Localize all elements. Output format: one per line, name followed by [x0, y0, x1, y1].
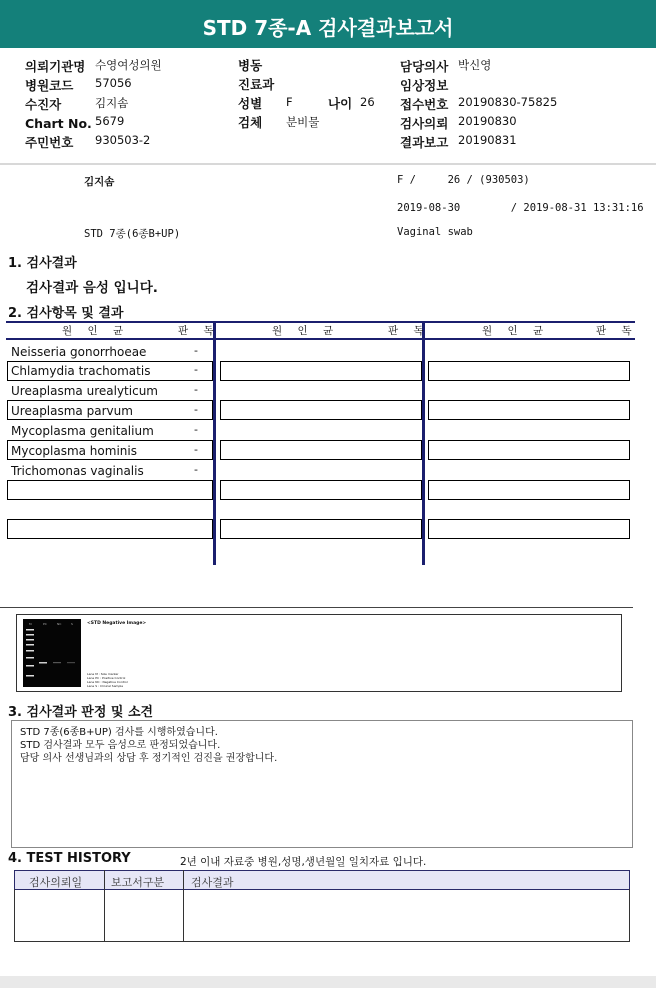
resident-no-value: 930503-2: [95, 133, 151, 147]
patient-label: 수진자: [25, 97, 62, 112]
section3-title: 3. 검사결과 판정 및 소견: [8, 705, 154, 720]
gel-legend-item: Lane S : Clinical Sample: [87, 684, 124, 688]
header-row-patient: [25, 94, 230, 113]
history-header-row: [14, 870, 630, 890]
organism-name: Neisseria gonorrhoeae: [11, 345, 147, 359]
report-date-value: 20190831: [458, 133, 517, 147]
sex-value: F: [286, 95, 293, 109]
clinical-info-label: 임상정보: [400, 78, 449, 93]
row-box: [428, 519, 630, 539]
table-col-divider-1: [213, 321, 216, 565]
row-box: [220, 440, 422, 460]
ward-label: 병동: [238, 58, 263, 73]
report-title: STD 7종-A 검사결과보고서: [0, 0, 656, 48]
row-box: [428, 361, 630, 381]
organism-name: Chlamydia trachomatis: [11, 364, 151, 378]
organism-result: -: [194, 443, 198, 456]
resident-no-label: 주민번호: [25, 135, 74, 150]
age-value: 26: [360, 95, 375, 109]
hospital-code-value: 57056: [95, 76, 132, 90]
gel-lane-label: PC: [43, 622, 47, 626]
opinion-line: 담당 의사 선생님과의 상담 후 정기적인 검진을 권장합니다.: [20, 753, 278, 764]
patient-dates: 2019-08-30 / 2019-08-31 13:31:16: [397, 202, 644, 214]
organism-name: Mycoplasma hominis: [11, 444, 137, 458]
col-organism-header-1: 원 인 균: [62, 325, 130, 337]
organism-result: -: [194, 363, 198, 376]
institution-value: 수영여성의원: [95, 58, 162, 72]
patient-value: 김지솜: [95, 96, 129, 110]
row-box: [220, 480, 422, 500]
opinion-box: [11, 720, 633, 848]
header-col-1: [25, 56, 230, 151]
history-col-request-date: 검사의뢰일: [29, 876, 83, 889]
image-divider: [0, 607, 633, 608]
chart-no-value: 5679: [95, 114, 125, 128]
specimen-value: 분비물: [286, 115, 320, 129]
row-box: [220, 361, 422, 381]
header-row-clinical-info: [400, 75, 630, 94]
header-divider: [0, 163, 656, 165]
history-col-divider: [104, 870, 105, 942]
organism-name: Mycoplasma genitalium: [11, 424, 154, 438]
organism-name: Ureaplasma urealyticum: [11, 384, 158, 398]
opinion-line: STD 검사결과 모두 음성으로 판정되었습니다.: [20, 740, 221, 751]
section1-result: 검사결과 음성 입니다.: [26, 280, 158, 296]
institution-label: 의뢰기관명: [25, 59, 86, 74]
report-date-label: 결과보고: [400, 135, 449, 150]
header-col-2: [238, 56, 388, 151]
gel-legend: [87, 672, 128, 688]
table-header-rule: [6, 338, 635, 340]
organism-result: -: [194, 423, 198, 436]
patient-test-name: STD 7종(6종B+UP): [84, 228, 181, 240]
gel-lane-label: NC: [57, 622, 62, 626]
history-col-divider: [183, 870, 184, 942]
header-row-institution: [25, 56, 230, 75]
header-row-hospital-code: [25, 75, 230, 94]
row-box: [7, 519, 213, 539]
request-date-label: 검사의뢰: [400, 116, 449, 131]
gel-image: [23, 619, 81, 687]
col-verdict-header-2: 판 독: [388, 325, 430, 337]
history-col-result: 검사결과: [191, 876, 234, 889]
row-box: [7, 480, 213, 500]
organism-result: -: [194, 383, 198, 396]
section4-title: 4. TEST HISTORY: [8, 851, 131, 866]
patient-specimen: Vaginal swab: [397, 226, 473, 238]
section4-note: 2년 이내 자료중 병원,성명,생년월일 일치자료 입니다.: [180, 856, 427, 868]
header-row-doctor: [400, 56, 630, 75]
col-organism-header-3: 원 인 균: [482, 325, 550, 337]
gel-legend-item: Lane PC : Positive Control: [87, 676, 126, 680]
header-row-receipt-no: [400, 94, 630, 113]
col-verdict-header-1: 판 독: [178, 325, 220, 337]
gel-image-caption: <STD Negative Image>: [87, 621, 147, 626]
organism-name: Trichomonas vaginalis: [11, 464, 144, 478]
hospital-code-label: 병원코드: [25, 78, 74, 93]
row-box: [220, 400, 422, 420]
col-organism-header-2: 원 인 균: [272, 325, 340, 337]
organism-name: Ureaplasma parvum: [11, 404, 133, 418]
section2-title: 2. 검사항목 및 결과: [8, 306, 124, 321]
doctor-value: 박신영: [458, 58, 492, 72]
row-box: [428, 440, 630, 460]
specimen-label: 검체: [238, 115, 263, 130]
header-row-resident-no: [25, 132, 230, 151]
history-col-report-type: 보고서구분: [111, 876, 165, 889]
gel-lane-label: S: [71, 622, 73, 626]
receipt-no-label: 접수번호: [400, 97, 449, 112]
organism-result: -: [194, 463, 198, 476]
gel-lane-label: M: [29, 622, 32, 626]
gel-image-panel: [16, 614, 622, 692]
sex-label: 성별: [238, 96, 263, 111]
row-box: [428, 400, 630, 420]
age-label: 나이: [328, 96, 353, 111]
header-row-chart-no: [25, 113, 230, 132]
col-verdict-header-3: 판 독: [596, 325, 638, 337]
opinion-line: STD 7종(6종B+UP) 검사를 시행하였습니다.: [20, 727, 218, 738]
chart-no-label: Chart No.: [25, 116, 92, 131]
header-col-3: [400, 56, 630, 151]
header-row-request-date: [400, 113, 630, 132]
patient-sex-age: F / 26 / (930503): [397, 174, 530, 186]
patient-name: 김지솜: [84, 176, 115, 188]
page-footer-strip: [0, 976, 656, 988]
gel-legend-item: Lane M : Size marker: [87, 672, 119, 676]
gel-legend-item: Lane NC : Negative Control: [87, 680, 128, 684]
section1-title: 1. 검사결과: [8, 256, 77, 271]
dept-label: 진료과: [238, 77, 275, 92]
organism-result: -: [194, 403, 198, 416]
doctor-label: 담당의사: [400, 59, 449, 74]
row-box: [428, 480, 630, 500]
organism-result: -: [194, 344, 198, 357]
header-row-report-date: [400, 132, 630, 151]
table-col-divider-2: [422, 321, 425, 565]
receipt-no-value: 20190830-75825: [458, 95, 558, 109]
request-date-value: 20190830: [458, 114, 517, 128]
row-box: [220, 519, 422, 539]
history-body: [14, 889, 630, 942]
